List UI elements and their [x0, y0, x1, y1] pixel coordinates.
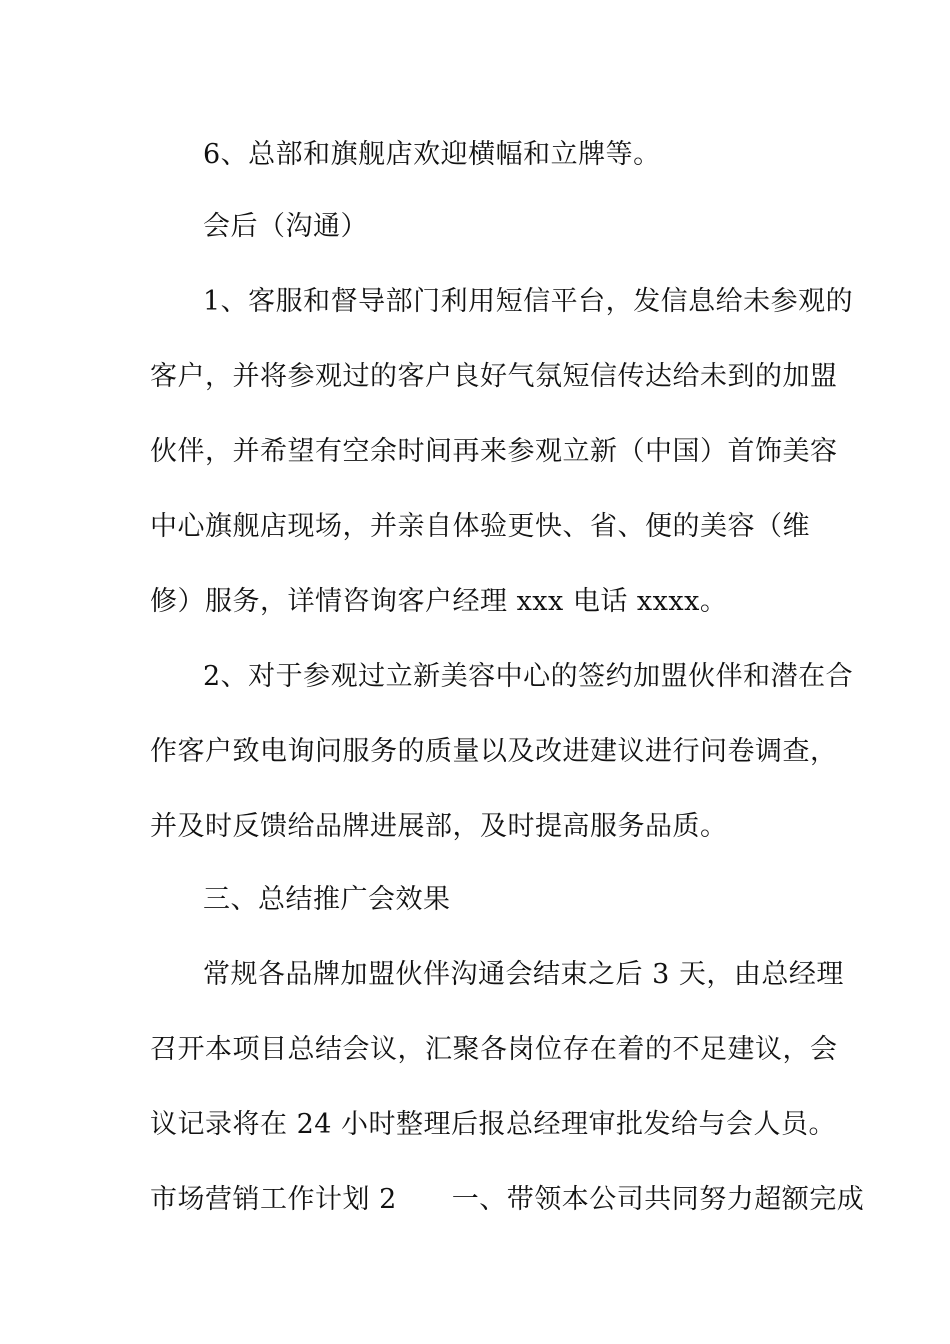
text-line: 中心旗舰店现场，并亲自体验更快、省、便的美容（维 — [150, 511, 810, 542]
text-line: 伙伴，并希望有空余时间再来参观立新（中国）首饰美容 — [150, 436, 838, 467]
text-line: 召开本项目总结会议，汇聚各岗位存在着的不足建议，会 — [150, 1034, 838, 1065]
text-line: 修）服务，详情咨询客户经理 xxx 电话 xxxx。 — [150, 586, 728, 617]
text-line: 并及时反馈给品牌进展部，及时提高服务品质。 — [150, 811, 728, 842]
text-line: 客户，并将参观过的客户良好气氛短信传达给未到的加盟 — [150, 361, 838, 392]
text-line: 市场营销工作计划 2 一、带领本公司共同努力超额完成 — [150, 1184, 865, 1215]
text-line: 2、对于参观过立新美容中心的签约加盟伙伴和潜在合 — [203, 661, 854, 692]
text-line: 6、总部和旗舰店欢迎横幅和立牌等。 — [203, 139, 661, 170]
text-line: 作客户致电询问服务的质量以及改进建议进行问卷调查， — [150, 736, 838, 767]
text-line: 会后（沟通） — [203, 211, 368, 242]
text-line: 1、客服和督导部门利用短信平台，发信息给未参观的 — [203, 286, 854, 317]
text-line: 三、总结推广会效果 — [203, 884, 451, 915]
text-line: 议记录将在 24 小时整理后报总经理审批发给与会人员。 — [150, 1109, 837, 1140]
text-line: 常规各品牌加盟伙伴沟通会结束之后 3 天，由总经理 — [203, 959, 844, 990]
